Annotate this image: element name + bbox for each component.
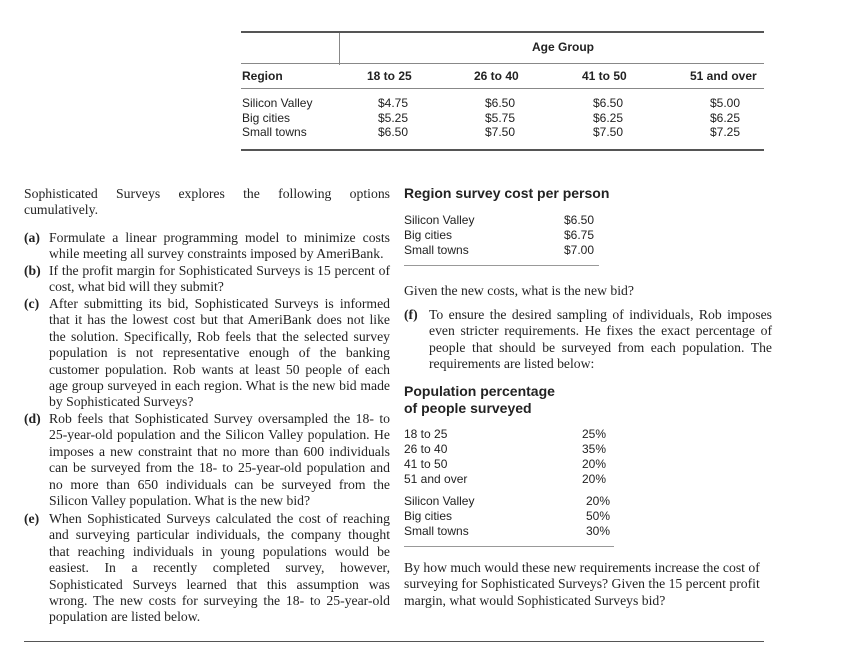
region-cost-name: Silicon Valley: [404, 213, 475, 227]
region-cost-rule: [404, 265, 599, 266]
region-cost-values: [540, 213, 594, 258]
part-c-text: After submitting its bid, Sophisticated Surveys is informed that it has the lowest cost but that AmeriBank does not like the solution. Specifically, Rob feels that the selected survey population is not representative enough of the banking customer population. Rob wants at least 50 people of each age group surveyed in each region. What is the new bid made by Sophisticated Surveys?: [49, 296, 390, 410]
population-region-value: 30%: [585, 524, 610, 538]
population-title-line-2: of people surveyed: [404, 400, 532, 416]
intro-line-2: cumulatively.: [24, 202, 98, 218]
part-b-label: (b): [24, 263, 41, 278]
part-f-text: To ensure the desired sampling of individuals, Rob imposes even stricter requirements. He fixes the exact percentage of people that should be surveyed from each population. The requirements are listed below:: [429, 307, 772, 372]
population-age-value: 35%: [581, 442, 606, 456]
population-age-name: 41 to 50: [404, 457, 448, 471]
population-age-value: 20%: [581, 457, 606, 471]
population-region-names: [404, 494, 474, 539]
part-b: [24, 263, 390, 296]
final-question-line-2: surveying for Sophisticated Surveys? Given the 15 percent profit: [404, 576, 760, 592]
region-column: [242, 96, 312, 140]
col-header-18-25: 18 to 25: [367, 69, 412, 83]
final-question-line-3: margin, what would Sophisticated Surveys bid?: [404, 592, 666, 608]
part-e: [24, 511, 390, 626]
region-cost-value: $6.75: [563, 228, 594, 242]
region-cost-names: [404, 213, 474, 258]
table-cell: $7.25: [710, 125, 741, 139]
population-rule: [404, 546, 614, 547]
col-header-51-over: 51 and over: [690, 69, 757, 83]
age-group-header: Age Group: [532, 40, 594, 54]
region-cost-value: $6.50: [563, 213, 594, 227]
table-cell: Big cities: [242, 110, 291, 125]
table-cell: $7.50: [593, 125, 624, 139]
region-cost-name: Big cities: [404, 228, 453, 242]
population-region-name: Small towns: [404, 524, 469, 538]
final-question-line-1: By how much would these new requirements increase the cost of: [404, 560, 760, 575]
population-age-value: 20%: [581, 472, 606, 486]
population-region-value: 20%: [585, 494, 610, 508]
population-age-name: 51 and over: [404, 472, 468, 486]
part-c: [24, 296, 390, 411]
region-cost-value: $7.00: [563, 243, 594, 257]
table-header-divider: [241, 63, 764, 64]
part-a-text: Formulate a linear programming model to minimize costs while meeting all survey constraints imposed by AmeriBank.: [49, 230, 390, 262]
col-header-26-40: 26 to 40: [474, 69, 519, 83]
population-title: [404, 383, 555, 417]
table-cell: $6.50: [593, 96, 624, 110]
table-cell: $6.50: [485, 96, 516, 110]
population-region-name: Silicon Valley: [404, 494, 475, 508]
part-f-label: (f): [404, 307, 418, 322]
table-cell: $6.50: [378, 125, 409, 139]
page-bottom-rule: [24, 641, 764, 642]
column-51-over: [710, 96, 740, 140]
column-26-40: [485, 96, 515, 140]
table-cell: $6.25: [710, 110, 741, 125]
table-vertical-divider: [339, 33, 340, 65]
population-age-names: [404, 427, 467, 487]
table-cell: $5.00: [710, 96, 741, 110]
population-region-values: [560, 494, 610, 539]
region-cost-name: Small towns: [404, 243, 469, 257]
table-cell: $6.25: [593, 110, 624, 125]
table-cell: Silicon Valley: [242, 96, 313, 110]
part-c-label: (c): [24, 296, 40, 311]
table-cell: $5.25: [378, 110, 409, 125]
part-d-text: Rob feels that Sophisticated Survey oversampled the 18- to 25-year-old population and the Silicon Valley population. He imposes a new constraint that no more than 600 individuals can be surveyed from the 18- to 25-year-old population and no more than 650 individuals can be surveyed from the Silicon Valley population. What is the new bid?: [49, 411, 390, 509]
population-age-name: 26 to 40: [404, 442, 448, 456]
population-age-name: 18 to 25: [404, 427, 448, 441]
intro-line-1: Sophisticated Surveys explores the following options: [24, 186, 390, 201]
population-age-values: [560, 427, 606, 487]
column-41-50: [593, 96, 623, 140]
part-e-text: When Sophisticated Surveys calculated the cost of reaching and surveying particular individuals, the company thought that reaching individuals in young populations would be easiest. In a recently completed survey, however, Sophisticated Surveys learned that this assumption was wrong. The new costs for surveying the 18- to 25-year-old population are listed below.: [49, 511, 390, 625]
final-question: [404, 560, 772, 609]
population-region-value: 50%: [585, 509, 610, 523]
part-a-label: (a): [24, 230, 40, 245]
population-age-value: 25%: [581, 427, 606, 441]
table-cell: Small towns: [242, 125, 307, 139]
table-cell: $7.50: [485, 125, 516, 139]
table-bottom-rule: [241, 149, 764, 151]
table-cell: $4.75: [378, 96, 409, 110]
region-cost-title: Region survey cost per person: [404, 185, 610, 201]
column-18-25: [378, 96, 408, 140]
part-d-label: (d): [24, 411, 41, 426]
table-cell: $5.75: [485, 110, 516, 125]
part-d: [24, 411, 390, 509]
table-column-rule: [241, 88, 764, 89]
region-header: Region: [242, 69, 283, 83]
intro-paragraph: [24, 186, 390, 219]
new-bid-question: Given the new costs, what is the new bid?: [404, 283, 634, 298]
part-b-text: If the profit margin for Sophisticated Surveys is 15 percent of cost, what bid will they submit?: [49, 263, 390, 295]
part-a: [24, 230, 390, 263]
part-e-label: (e): [24, 511, 40, 526]
population-region-name: Big cities: [404, 509, 453, 523]
table-top-rule: [241, 31, 764, 33]
col-header-41-50: 41 to 50: [582, 69, 627, 83]
population-title-line-1: Population percentage: [404, 383, 555, 399]
part-f: [404, 307, 772, 373]
